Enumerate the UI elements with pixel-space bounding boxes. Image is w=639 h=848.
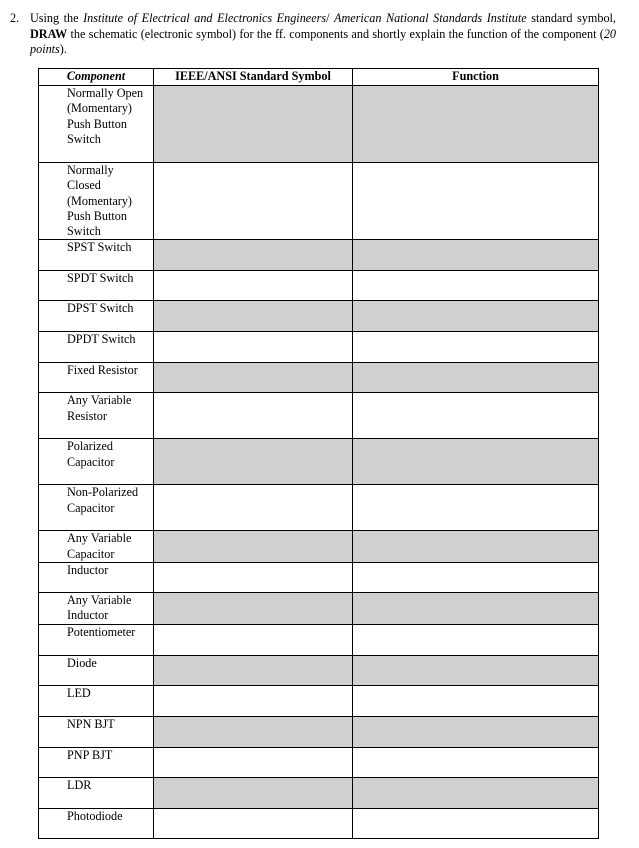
symbol-cell[interactable] [154, 531, 353, 563]
function-cell[interactable] [353, 777, 599, 808]
table-row [39, 685, 599, 716]
component-name: Photodiode [39, 808, 154, 838]
function-cell[interactable] [353, 271, 599, 301]
symbol-cell[interactable] [154, 301, 353, 332]
function-cell[interactable] [353, 332, 599, 363]
component-name: Non-Polarized Capacitor [39, 485, 154, 531]
function-cell[interactable] [353, 485, 599, 531]
table-row [39, 624, 599, 655]
symbol-cell[interactable] [154, 240, 353, 271]
table-row [39, 240, 599, 271]
question-text-part: Using the [30, 11, 84, 25]
symbol-cell[interactable] [154, 393, 353, 439]
header-component: Component [39, 69, 154, 86]
component-name: DPST Switch [39, 301, 154, 332]
table-row [39, 301, 599, 332]
function-cell[interactable] [353, 163, 599, 240]
component-name: NPN BJT [39, 716, 154, 747]
table-row [39, 271, 599, 301]
function-cell[interactable] [353, 439, 599, 485]
draw-keyword: DRAW [30, 26, 68, 41]
symbol-cell[interactable] [154, 332, 353, 363]
component-name: Fixed Resistor [39, 363, 154, 393]
function-cell[interactable] [353, 808, 599, 838]
symbol-cell[interactable] [154, 163, 353, 240]
symbol-cell[interactable] [154, 439, 353, 485]
components-table [38, 68, 599, 839]
table-row [39, 563, 599, 593]
function-cell[interactable] [353, 716, 599, 747]
table-row [39, 163, 599, 240]
component-name: Potentiometer [39, 624, 154, 655]
symbol-cell[interactable] [154, 747, 353, 777]
table-row [39, 439, 599, 485]
component-name: Polarized Capacitor [39, 439, 154, 485]
function-cell[interactable] [353, 593, 599, 625]
symbol-cell[interactable] [154, 655, 353, 685]
org-name-ieee: Institute of Electrical and Electronics Engineers [83, 11, 327, 25]
table-row [39, 531, 599, 563]
function-cell[interactable] [353, 86, 599, 163]
symbol-cell[interactable] [154, 593, 353, 625]
question-text [30, 11, 616, 58]
table-row [39, 393, 599, 439]
question-block [10, 11, 616, 58]
component-name: DPDT Switch [39, 332, 154, 363]
symbol-cell[interactable] [154, 485, 353, 531]
table-row [39, 86, 599, 163]
function-cell[interactable] [353, 685, 599, 716]
component-name: Inductor [39, 563, 154, 593]
function-cell[interactable] [353, 393, 599, 439]
function-cell[interactable] [353, 624, 599, 655]
function-cell[interactable] [353, 747, 599, 777]
component-name: SPST Switch [39, 240, 154, 271]
symbol-cell[interactable] [154, 777, 353, 808]
symbol-cell[interactable] [154, 716, 353, 747]
component-name: Any Variable Inductor [39, 593, 154, 625]
points-value: 20 points [30, 26, 616, 56]
table-row [39, 593, 599, 625]
function-cell[interactable] [353, 563, 599, 593]
question-text-part: the schematic (electronic symbol) for the ff. components and shortly explain the function of the component ( [67, 26, 604, 41]
question-text-part: standard symbol, [526, 11, 616, 25]
table-row [39, 655, 599, 685]
header-symbol: IEEE/ANSI Standard Symbol [154, 69, 353, 86]
org-name-ansi: American National Standards Institute [334, 11, 527, 25]
symbol-cell[interactable] [154, 624, 353, 655]
component-name: PNP BJT [39, 747, 154, 777]
table-row [39, 332, 599, 363]
symbol-cell[interactable] [154, 271, 353, 301]
symbol-cell[interactable] [154, 685, 353, 716]
function-cell[interactable] [353, 531, 599, 563]
component-name: Normally Closed (Momentary) Push Button Switch [39, 163, 154, 240]
header-function: Function [353, 69, 599, 86]
symbol-cell[interactable] [154, 363, 353, 393]
table-row [39, 777, 599, 808]
table-header-row [39, 69, 599, 86]
component-name: LDR [39, 777, 154, 808]
question-text-part: ). [59, 42, 67, 56]
component-name: LED [39, 685, 154, 716]
function-cell[interactable] [353, 240, 599, 271]
component-name: SPDT Switch [39, 271, 154, 301]
component-name: Normally Open (Momentary) Push Button Switch [39, 86, 154, 163]
table-row [39, 747, 599, 777]
question-text-part: / [326, 11, 335, 25]
table-row [39, 485, 599, 531]
symbol-cell[interactable] [154, 808, 353, 838]
function-cell[interactable] [353, 301, 599, 332]
table-row [39, 716, 599, 747]
symbol-cell[interactable] [154, 563, 353, 593]
table-row [39, 808, 599, 838]
table-row [39, 363, 599, 393]
component-name: Any Variable Capacitor [39, 531, 154, 563]
function-cell[interactable] [353, 363, 599, 393]
question-number: 2. [10, 11, 20, 25]
component-name: Diode [39, 655, 154, 685]
symbol-cell[interactable] [154, 86, 353, 163]
component-name: Any Variable Resistor [39, 393, 154, 439]
function-cell[interactable] [353, 655, 599, 685]
